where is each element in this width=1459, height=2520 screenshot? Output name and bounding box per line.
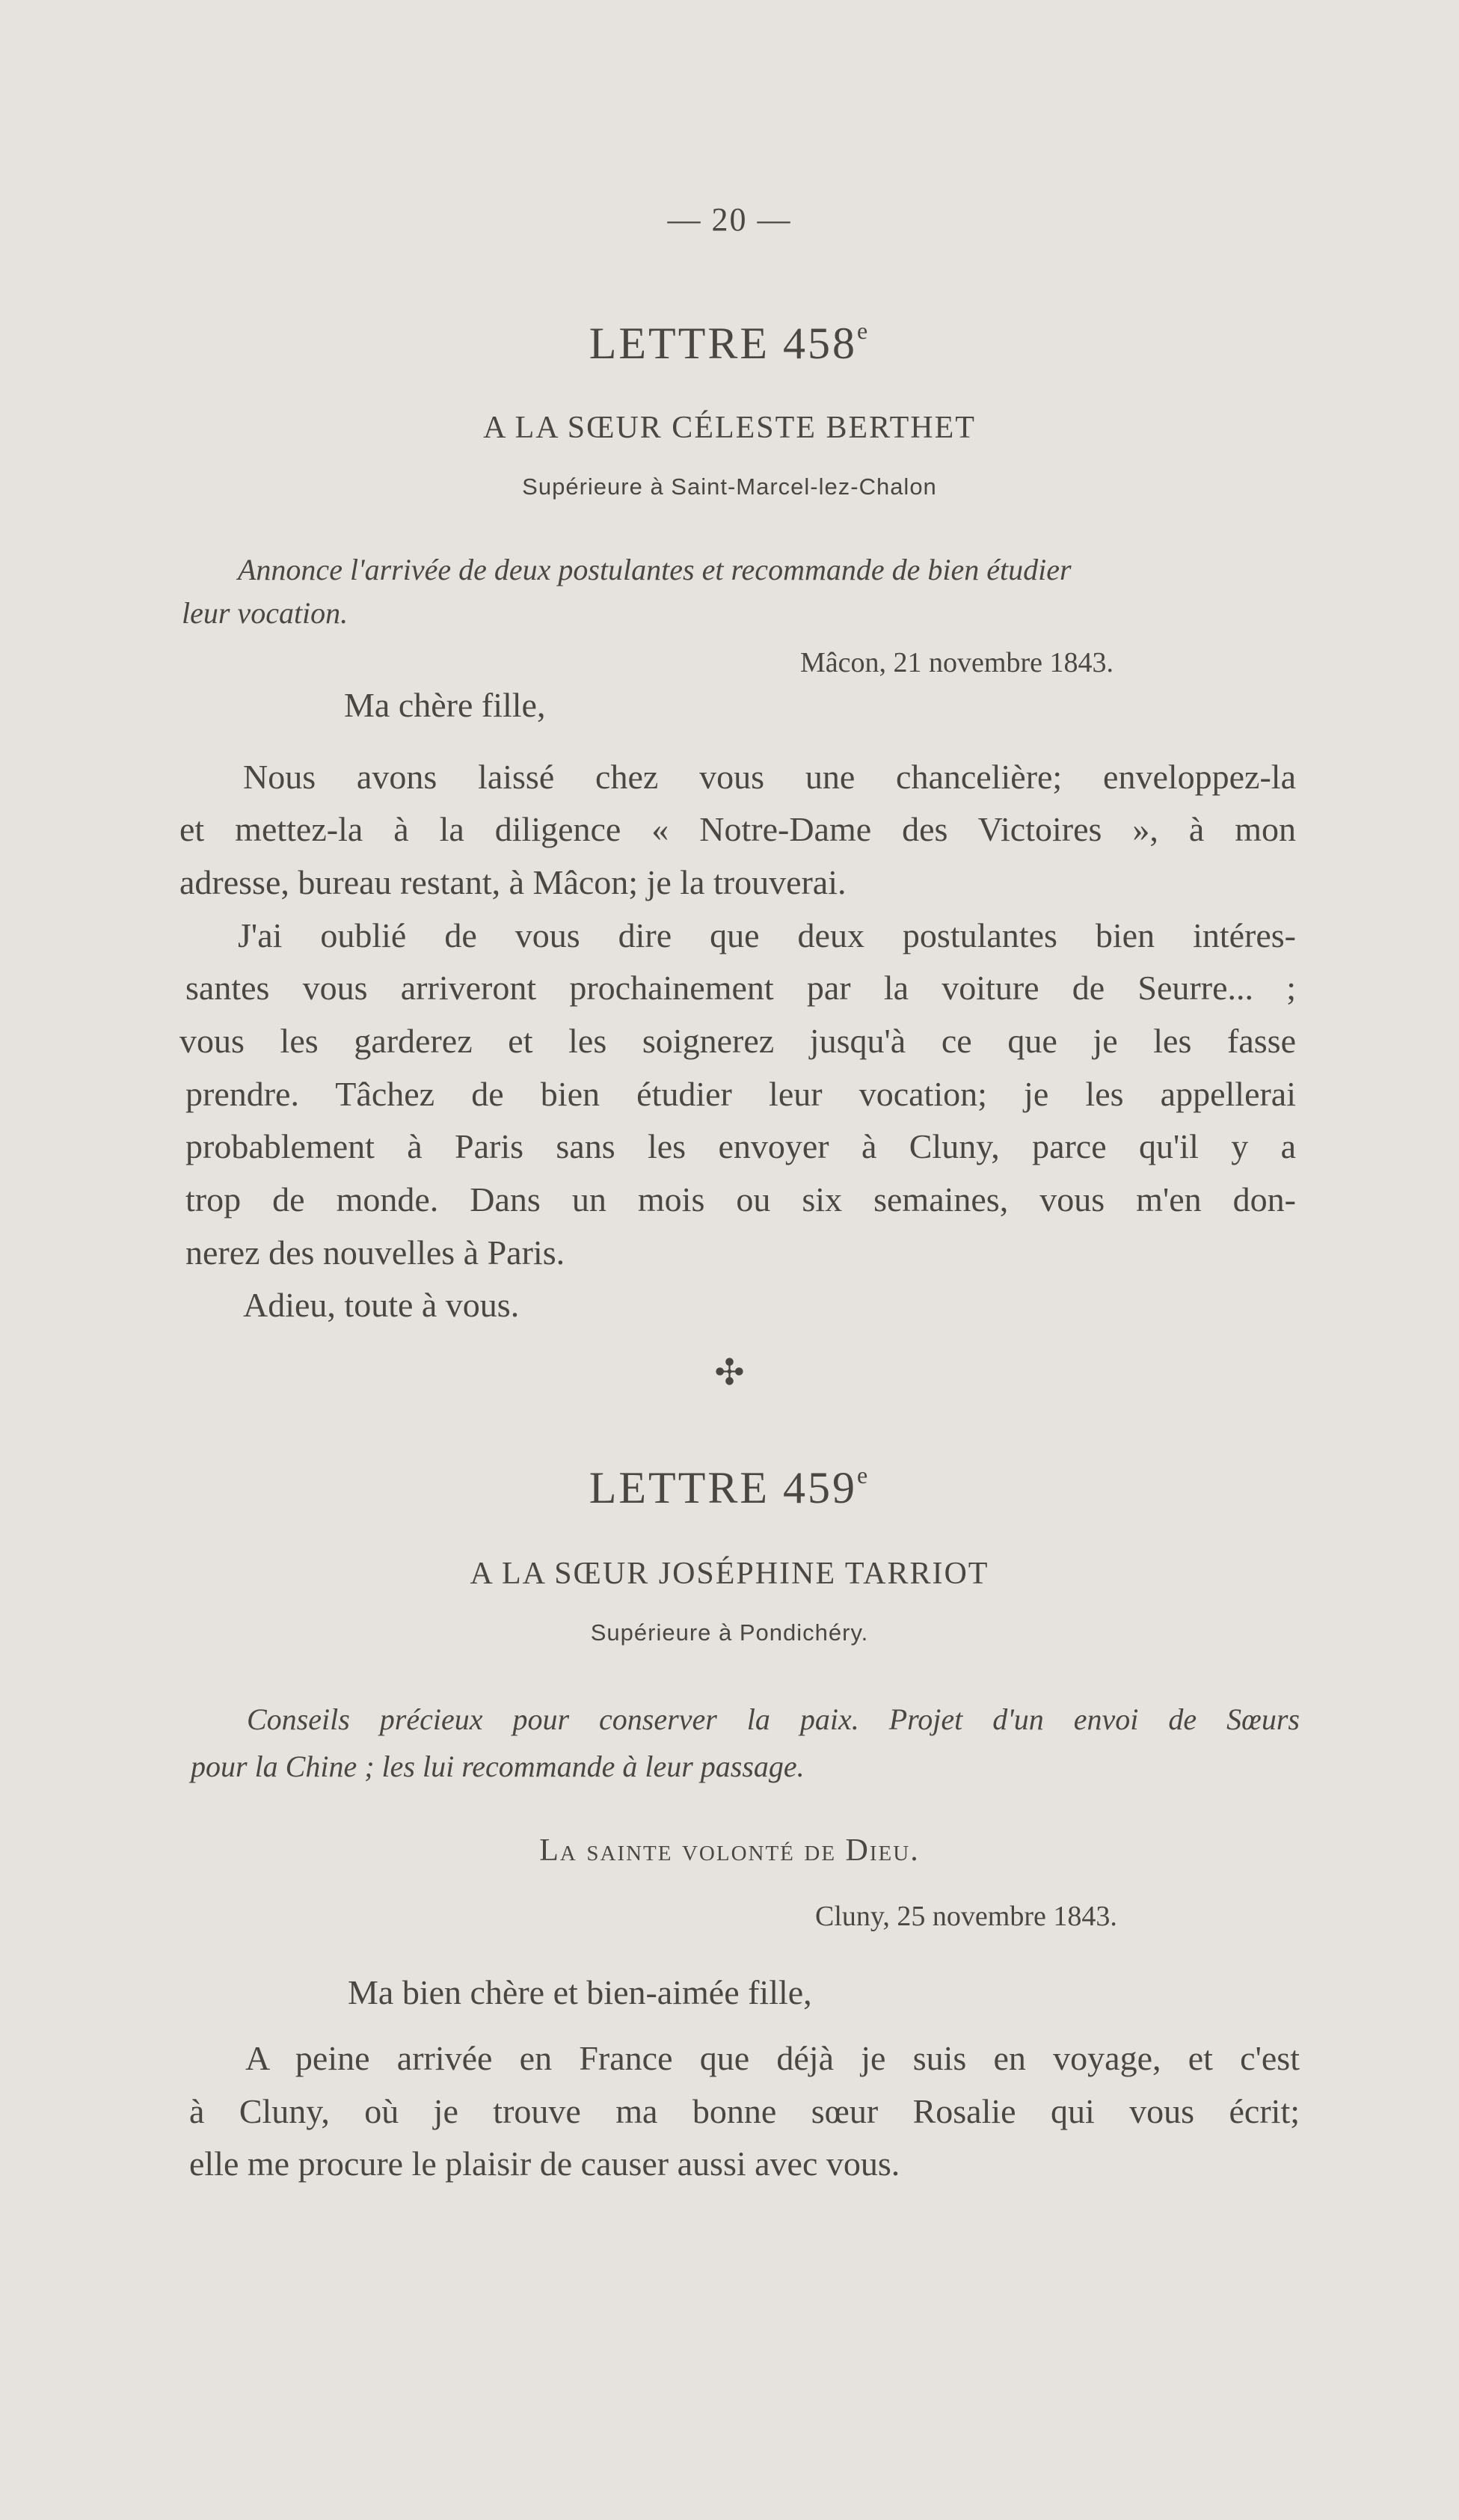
letter-459-summary-line-2: pour la Chine ; les lui recommande à leur passage. [191,1750,805,1783]
letter-458-dateline: Mâcon, 21 novembre 1843. [800,647,1114,678]
letter-459-body-line: elle me procure le plaisir de causer aussi avec vous. [189,2145,900,2183]
letter-458-recipient: A LA SŒUR CÉLESTE BERTHET [483,411,976,445]
letter-459-role: Supérieure à Pondichéry. [590,1619,869,1646]
section-ornament: ✣ [714,1353,745,1393]
letter-458-body-line: santes vous arriveront prochainement par la voiture de Seurre... ; [185,969,1296,1007]
letter-459-salutation: Ma bien chère et bien-aimée fille, [348,1973,812,2011]
letter-458-role: Supérieure à Saint-Marcel-lez-Chalon [522,473,937,500]
letter-458-body-line: nerez des nouvelles à Paris. [185,1233,565,1272]
letter-459-title-sup: e [857,1462,870,1489]
letter-459-summary-line-1: Conseils précieux pour conserver la paix. Projet d'un envoi de Sœurs [247,1702,1300,1736]
letter-459-title [0,1462,1459,1514]
letter-459-body-line: à Cluny, où je trouve ma bonne sœur Rosalie qui vous écrit; [189,2092,1300,2130]
letter-458-body-line: prendre. Tâchez de bien étudier leur vocation; je les appellerai [185,1075,1296,1113]
letter-458-body-line: vous les garderez et les soignerez jusqu'à ce que je les fasse [179,1022,1296,1060]
letter-458-title-sup: e [857,317,870,344]
letter-458-body-line: J'ai oublié de vous dire que deux postulantes bien intéres- [238,916,1296,954]
letter-458-summary-line-2: leur vocation. [182,596,348,630]
letter-459-body-line: A peine arrivée en France que déjà je suis en voyage, et c'est [245,2039,1300,2077]
letter-458-body-line: trop de monde. Dans un mois ou six semaines, vous m'en don- [185,1180,1296,1218]
letter-458-salutation: Ma chère fille, [344,686,546,724]
letter-458-summary-line-1: Annonce l'arrivée de deux postulantes et recommande de bien étudier [238,553,1072,586]
letter-459-dateline: Cluny, 25 novembre 1843. [815,1901,1117,1932]
letter-458-title-text: LETTRE 458 [589,319,858,368]
letter-459-heading: La sainte volonté de Dieu. [539,1833,920,1868]
letter-458-closing: Adieu, toute à vous. [243,1286,520,1324]
letter-459-recipient: A LA SŒUR JOSÉPHINE TARRIOT [470,1557,989,1591]
page-number: — 20 — [667,201,792,238]
letter-458-body-line: adresse, bureau restant, à Mâcon; je la trouverai. [179,863,847,901]
letter-459-title-text: LETTRE 459 [589,1463,858,1512]
letter-458-body-line: Nous avons laissé chez vous une chancelière; enveloppez-la [243,758,1296,796]
letter-458-body-line: et mettez-la à la diligence « Notre-Dame des Victoires », à mon [179,810,1296,848]
letter-458-title [0,318,1459,370]
letter-458-body-line: probablement à Paris sans les envoyer à Cluny, parce qu'il y a [185,1127,1296,1165]
